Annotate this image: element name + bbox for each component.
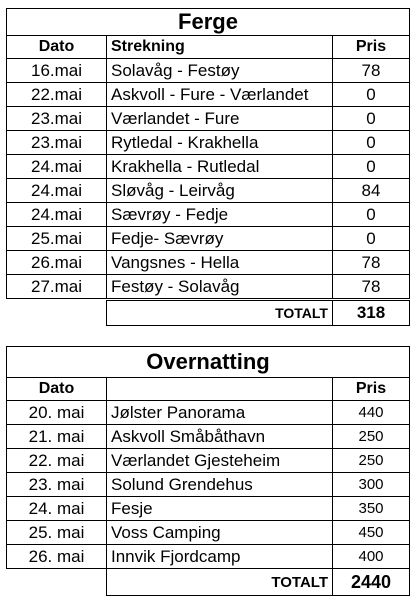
ferge-header-row (0, 35, 410, 59)
cell-description[interactable]: Sløvåg - Leirvåg (106, 178, 333, 203)
table-row (0, 520, 410, 545)
cell-description[interactable]: Festøy - Solavåg (106, 274, 333, 299)
cell-date[interactable]: 26.mai (6, 250, 107, 275)
cell-date[interactable]: 23.mai (6, 130, 107, 155)
cell-price[interactable]: 78 (332, 274, 410, 299)
overnatting-title[interactable]: Overnatting (6, 346, 410, 378)
table-row (0, 472, 410, 497)
cell-price[interactable]: 250 (332, 448, 410, 473)
cell-price[interactable]: 450 (332, 520, 410, 545)
cell-date[interactable]: 22. mai (6, 448, 107, 473)
cell-price[interactable]: 440 (332, 400, 410, 425)
ferge-total-row (0, 300, 410, 326)
table-row (0, 130, 410, 155)
cell-description[interactable]: Askvoll - Fure - Værlandet (106, 82, 333, 107)
table-row (0, 424, 410, 449)
cell-date[interactable]: 22.mai (6, 82, 107, 107)
cell-date[interactable]: 24.mai (6, 202, 107, 227)
cell-description[interactable]: Solund Grendehus (106, 472, 333, 497)
header-route[interactable]: Strekning (106, 35, 333, 59)
cell-description[interactable]: Vangsnes - Hella (106, 250, 333, 275)
cell-price[interactable]: 250 (332, 424, 410, 449)
cell-description[interactable]: Sævrøy - Fedje (106, 202, 333, 227)
overnatting-total-label[interactable]: TOTALT (106, 568, 333, 596)
table-row (0, 496, 410, 521)
table-row (0, 400, 410, 425)
cell-description[interactable]: Voss Camping (106, 520, 333, 545)
cell-price[interactable]: 84 (332, 178, 410, 203)
cell-date[interactable]: 16.mai (6, 58, 107, 83)
cell-date[interactable]: 27.mai (6, 274, 107, 299)
cell-description[interactable]: Værlandet Gjesteheim (106, 448, 333, 473)
cell-description[interactable]: Værlandet - Fure (106, 106, 333, 131)
cell-description[interactable]: Fedje- Sævrøy (106, 226, 333, 251)
cell-price[interactable]: 0 (332, 226, 410, 251)
ferge-total-value[interactable]: 318 (332, 300, 410, 326)
cell-description[interactable]: Krakhella - Rutledal (106, 154, 333, 179)
cell-date[interactable]: 25. mai (6, 520, 107, 545)
table-row (0, 154, 410, 179)
header-date[interactable]: Dato (6, 35, 107, 59)
overnatting-table (0, 346, 410, 602)
cell-price[interactable]: 0 (332, 82, 410, 107)
cell-price[interactable]: 0 (332, 202, 410, 227)
header-place[interactable] (106, 377, 333, 401)
table-row (0, 544, 410, 569)
cell-price[interactable]: 400 (332, 544, 410, 569)
table-row (0, 202, 410, 227)
cell-description[interactable]: Fesje (106, 496, 333, 521)
table-row (0, 448, 410, 473)
cell-description[interactable]: Askvoll Småbåthavn (106, 424, 333, 449)
overnatting-total-row (0, 568, 410, 596)
cell-date[interactable]: 21. mai (6, 424, 107, 449)
cell-price[interactable]: 0 (332, 130, 410, 155)
cell-date[interactable]: 23.mai (6, 106, 107, 131)
cell-description[interactable]: Jølster Panorama (106, 400, 333, 425)
overnatting-total-value[interactable]: 2440 (332, 568, 410, 596)
header-price[interactable]: Pris (332, 377, 410, 401)
overnatting-title-row (0, 346, 410, 378)
table-row (0, 106, 410, 131)
table-row (0, 274, 410, 299)
cell-description[interactable]: Solavåg - Festøy (106, 58, 333, 83)
table-row (0, 178, 410, 203)
cell-date[interactable]: 24.mai (6, 178, 107, 203)
ferge-total-label[interactable]: TOTALT (106, 300, 333, 326)
cell-description[interactable]: Rytledal - Krakhella (106, 130, 333, 155)
cell-price[interactable]: 78 (332, 250, 410, 275)
table-row (0, 250, 410, 275)
cell-date[interactable]: 24. mai (6, 496, 107, 521)
cell-date[interactable]: 25.mai (6, 226, 107, 251)
header-price[interactable]: Pris (332, 35, 410, 59)
cell-date[interactable]: 20. mai (6, 400, 107, 425)
table-row (0, 58, 410, 83)
cell-price[interactable]: 350 (332, 496, 410, 521)
overnatting-header-row (0, 377, 410, 401)
ferge-title-row (0, 8, 410, 36)
cell-price[interactable]: 300 (332, 472, 410, 497)
table-row (0, 226, 410, 251)
cell-date[interactable]: 24.mai (6, 154, 107, 179)
cell-price[interactable]: 78 (332, 58, 410, 83)
cell-price[interactable]: 0 (332, 154, 410, 179)
cell-date[interactable]: 23. mai (6, 472, 107, 497)
cell-description[interactable]: Innvik Fjordcamp (106, 544, 333, 569)
header-date[interactable]: Dato (6, 377, 107, 401)
table-row (0, 82, 410, 107)
ferge-title[interactable]: Ferge (6, 8, 410, 36)
cell-price[interactable]: 0 (332, 106, 410, 131)
cell-date[interactable]: 26. mai (6, 544, 107, 569)
